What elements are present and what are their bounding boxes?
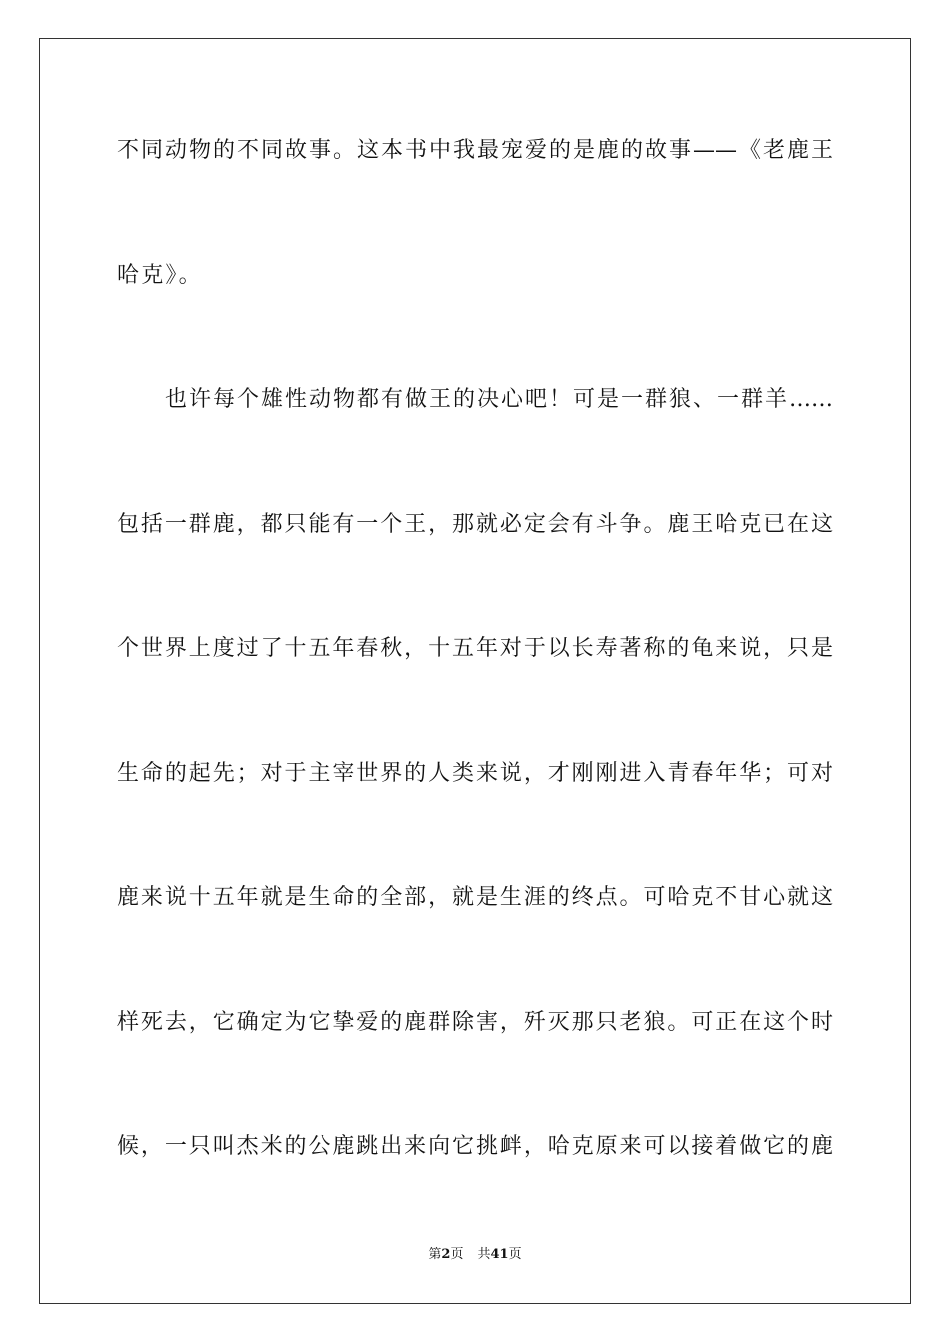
body-text-line: 不同动物的不同故事。这本书中我最宠爱的是鹿的故事——《老鹿王 (117, 138, 833, 163)
page-footer (0, 1246, 950, 1264)
page-prefix: 第 (428, 1247, 442, 1262)
body-text-line: 哈克》。 (117, 263, 203, 288)
total-pages: 41 (490, 1247, 509, 1262)
body-text-line: 也许每个雄性动物都有做王的决心吧！可是一群狼、一群羊…… (165, 387, 833, 412)
body-text-line: 个世界上度过了十五年春秋，十五年对于以长寿著称的龟来说，只是 (117, 636, 833, 661)
body-text-line: 鹿来说十五年就是生命的全部，就是生涯的终点。可哈克不甘心就这 (117, 885, 833, 910)
total-prefix: 共 (477, 1247, 491, 1262)
body-text-line: 样死去，它确定为它挚爱的鹿群除害，歼灭那只老狼。可正在这个时 (117, 1010, 833, 1035)
body-text-line: 候，一只叫杰米的公鹿跳出来向它挑衅，哈克原来可以接着做它的鹿 (117, 1134, 833, 1159)
body-text-line: 包括一群鹿，都只能有一个王，那就必定会有斗争。鹿王哈克已在这 (117, 512, 833, 537)
total-suffix: 页 (508, 1247, 522, 1262)
page-suffix: 页 (450, 1247, 464, 1262)
body-text-line: 生命的起先；对于主宰世界的人类来说，才刚刚进入青春年华；可对 (117, 761, 833, 786)
page-number: 2 (441, 1247, 451, 1262)
page-border (39, 38, 911, 1304)
